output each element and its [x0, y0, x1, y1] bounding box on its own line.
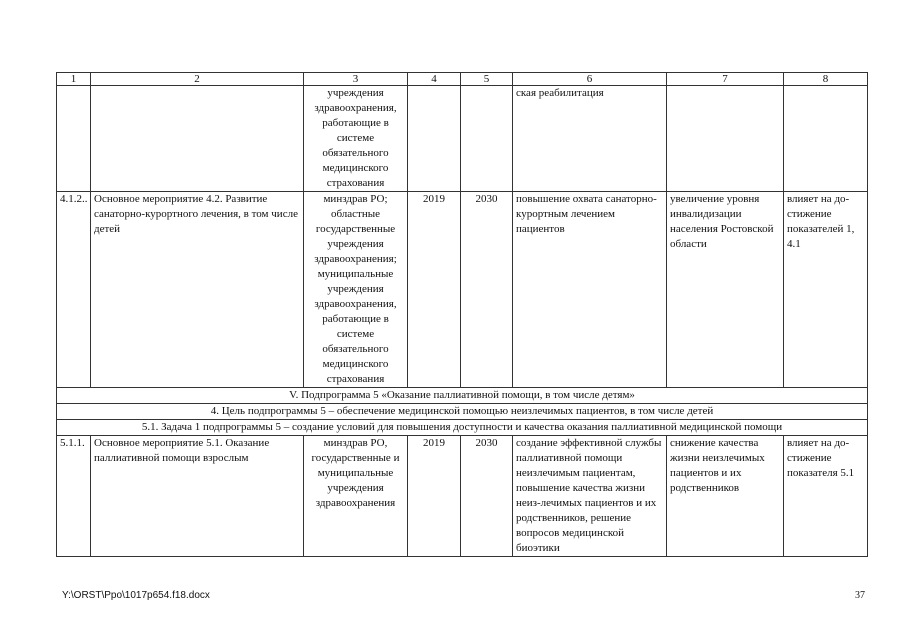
header-col-6: 6 [513, 73, 667, 86]
table-row-4-1-2 [57, 192, 868, 388]
cell-start-year: 2019 [408, 436, 461, 557]
header-col-5: 5 [461, 73, 513, 86]
task-title: 5.1. Задача 1 подпрограммы 5 – создание условий для повышения доступности и качества оказания паллиативной медицинской помощи [57, 420, 868, 436]
header-col-1: 1 [57, 73, 91, 86]
cell-result: повышение охвата санаторно-курортным лечением пациентов [513, 192, 667, 388]
cell-consequence: увеличение уровня инвалидизации населения Ростовской области [667, 192, 784, 388]
cell-empty [667, 86, 784, 192]
header-col-4: 4 [408, 73, 461, 86]
task-row [57, 420, 868, 436]
cell-empty [57, 86, 91, 192]
cell-link: влияет на до-стижение показателей 1, 4.1 [784, 192, 868, 388]
cell-link: влияет на до-стижение показателя 5.1 [784, 436, 868, 557]
cell-end-year: 2030 [461, 192, 513, 388]
cell-empty [461, 86, 513, 192]
header-col-3: 3 [304, 73, 408, 86]
cell-number: 4.1.2.. [57, 192, 91, 388]
goal-title: 4. Цель подпрограммы 5 – обеспечение медицинской помощью неизлечимых пациентов, в том числе детей [57, 404, 868, 420]
cell-empty [91, 86, 304, 192]
header-col-8: 8 [784, 73, 868, 86]
table-row-continuation [57, 86, 868, 192]
cell-result: создание эффективной службы паллиативной помощи неизлечимым пациентам, повышение качества жизни неиз-лечимых пациентов и их родственников, решение вопросов медицинской биоэтики [513, 436, 667, 557]
cell-executor: минздрав РО; областные государственные учреждения здравоохранения; муниципальные учреждения здравоохранения, работающие в системе обязательного медицинского страхования [304, 192, 408, 388]
cell-end-year: 2030 [461, 436, 513, 557]
document-path: Y:\ORST\Ppo\1017p654.f18.docx [62, 590, 210, 601]
cell-executor: минздрав РО, государственные и муниципальные учреждения здравоохранения [304, 436, 408, 557]
cell-name: Основное мероприятие 5.1. Оказание паллиативной помощи взрослым [91, 436, 304, 557]
table-row-5-1-1 [57, 436, 868, 557]
header-row [57, 73, 868, 86]
header-col-7: 7 [667, 73, 784, 86]
section-row [57, 388, 868, 404]
cell-consequence: снижение качества жизни неизлечимых пациентов и их родственников [667, 436, 784, 557]
goal-row [57, 404, 868, 420]
cell-empty [408, 86, 461, 192]
cell-result: ская реабилитация [513, 86, 667, 192]
section-title: V. Подпрограмма 5 «Оказание паллиативной помощи, в том числе детям» [57, 388, 868, 404]
cell-empty [784, 86, 868, 192]
cell-executor: учреждения здравоохранения, работающие в системе обязательного медицинского страхования [304, 86, 408, 192]
cell-name: Основное мероприятие 4.2. Развитие санаторно-курортного лечения, в том числе детей [91, 192, 304, 388]
header-col-2: 2 [91, 73, 304, 86]
measures-table [56, 72, 868, 557]
cell-start-year: 2019 [408, 192, 461, 388]
cell-number: 5.1.1. [57, 436, 91, 557]
page-number: 37 [855, 590, 865, 601]
